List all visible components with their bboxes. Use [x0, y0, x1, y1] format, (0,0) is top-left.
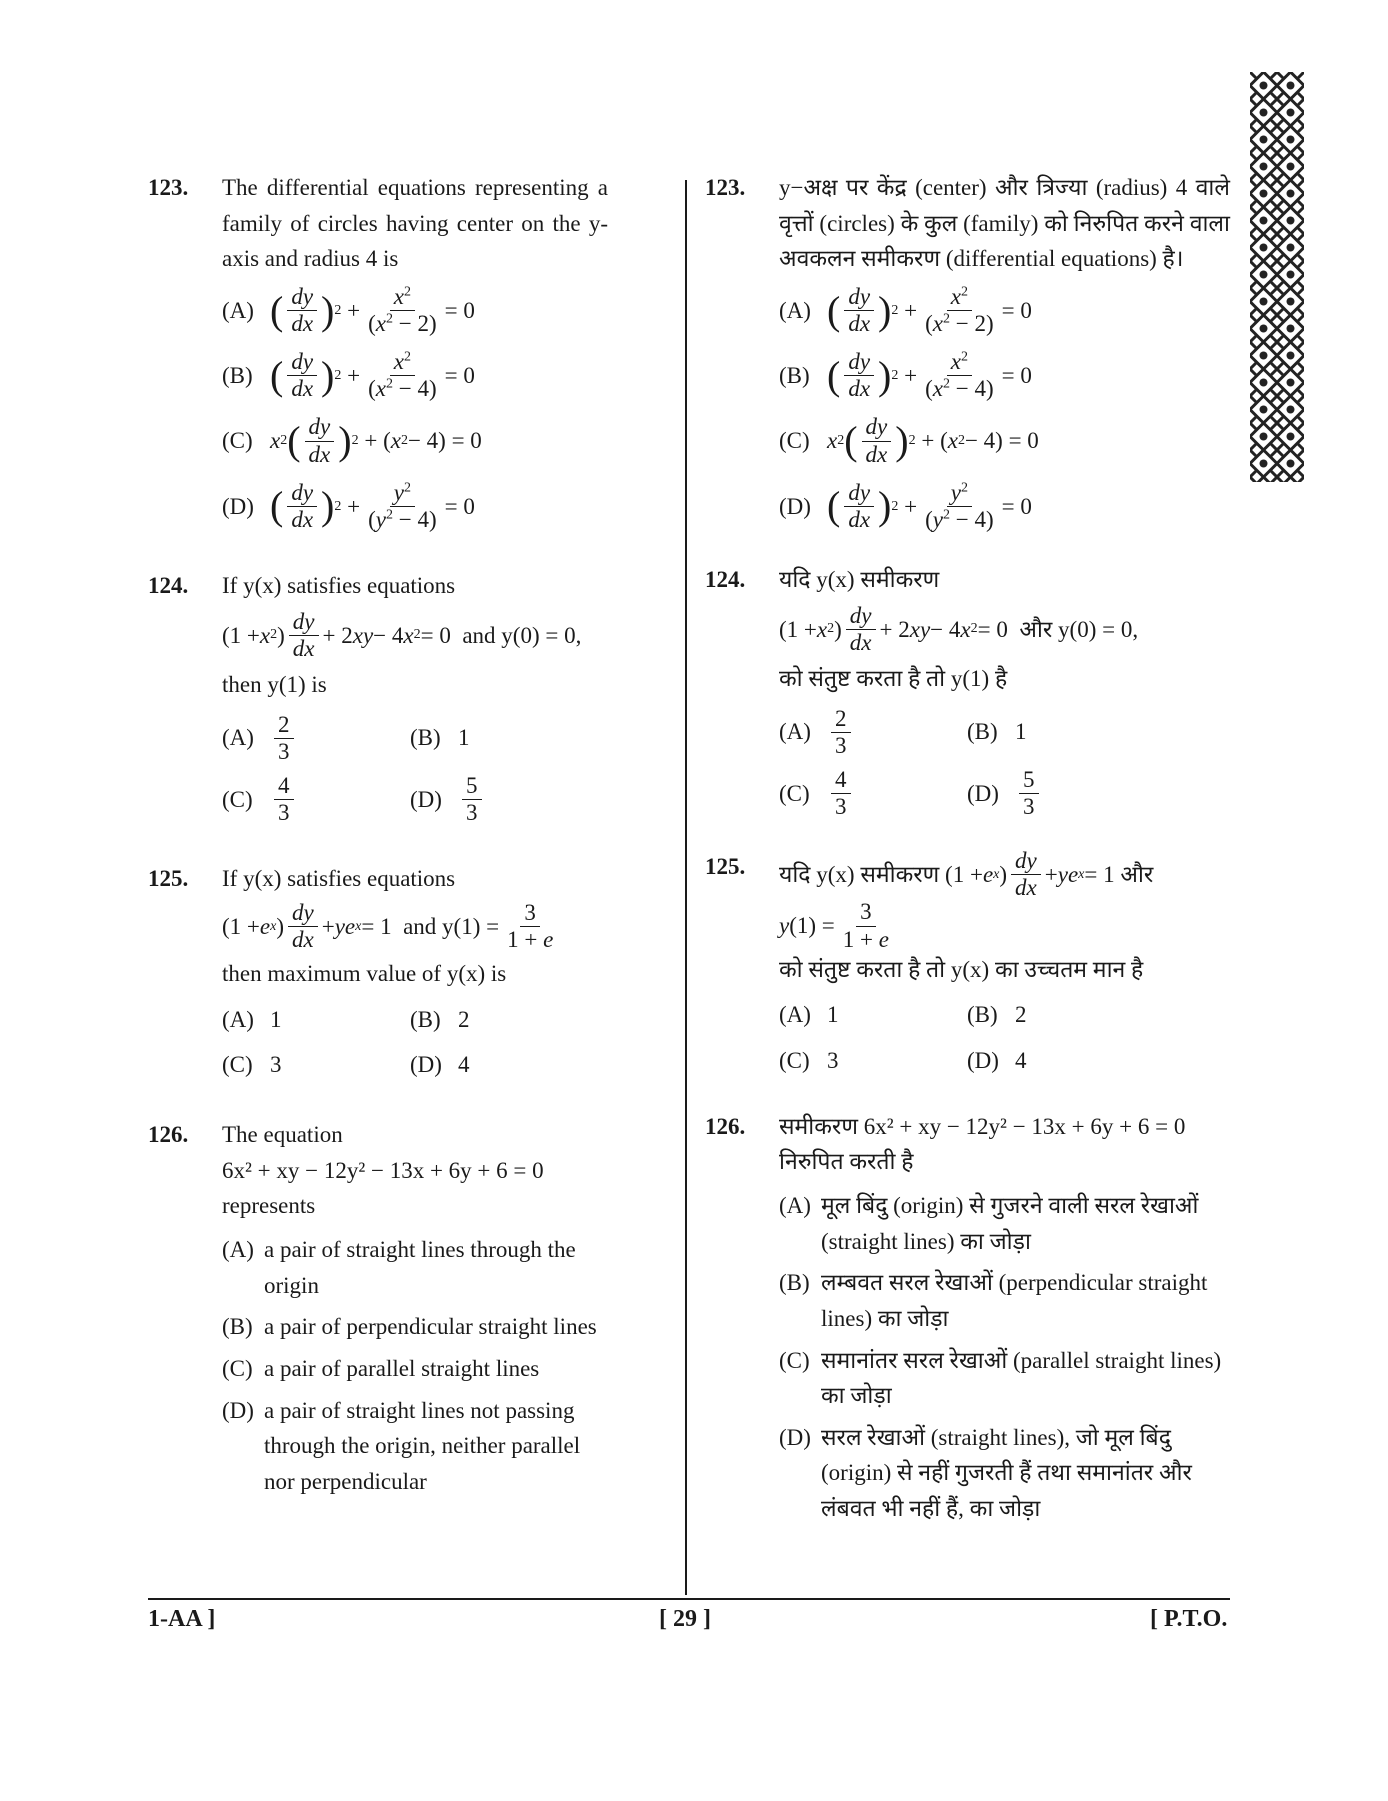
question-equation: (1 + e x ) $\frac{dy}{dx}$ + ye x = 1 and y(1) = $\frac{3}{1 + e}$ [222, 899, 554, 952]
question-condition: and y(0) = 0, [462, 622, 582, 648]
question-condition: और [1120, 861, 1154, 887]
option-value: 3 [270, 1052, 282, 1078]
option-label: (C) [222, 1052, 253, 1078]
option-text: लम्बवत सरल रेखाओं (perpendicular straight lines) का जोड़ा [821, 1270, 1208, 1331]
option-c [222, 1351, 608, 1387]
option-equation: ( $\frac{dy}{dx}$ ) 2 + $\frac{x^2}{(x^2 - 4)}$ = 0 [827, 349, 1032, 402]
question-number: 126. [705, 1113, 746, 1139]
option-b [222, 350, 608, 401]
option-d [222, 1393, 608, 1500]
question-stem: The differential equations representing a family of circles having center on the y-axis and radius 4 is [222, 175, 608, 272]
option-a [222, 285, 608, 336]
question-number: 123. [148, 175, 189, 200]
option-b [222, 1309, 608, 1345]
question-equation: यदि y(x) समीकरण (1 + e x ) $\frac{dy}{dx}$ + ye x = 1 और [779, 848, 1154, 901]
option-label: (C) [779, 1048, 810, 1074]
option-label: (A) [779, 297, 811, 323]
option-value: 4 [458, 1052, 470, 1078]
option-label: (C) [779, 780, 810, 806]
option-label: (D) [967, 780, 999, 806]
option-value: 2 [458, 1006, 470, 1032]
question-stem-end: represents [222, 1193, 316, 1219]
option-value: 2 [1015, 1002, 1027, 1028]
option-text: मूल बिंदु (origin) से गुजरने वाली सरल रेखाओं (straight lines) का जोड़ा [821, 1192, 1199, 1254]
option-d [779, 1420, 1230, 1527]
question-stem: यदि y(x) समीकरण [779, 861, 940, 887]
footer-rule [148, 1598, 1230, 1600]
option-value: $\frac{4}{3}$ [274, 774, 294, 825]
option-label: (D) [967, 1048, 999, 1074]
option-label: (B) [222, 1314, 253, 1340]
option-label: (C) [222, 786, 253, 812]
option-a [779, 1188, 1230, 1259]
question-number: 124. [148, 573, 189, 599]
option-b [967, 997, 1155, 1033]
option-c [222, 1047, 410, 1083]
option-text: a pair of straight lines through the origin [264, 1236, 576, 1298]
option-b [410, 1002, 598, 1038]
question-number: 123. [705, 175, 746, 200]
option-label: (B) [779, 363, 810, 389]
option-equation: ( $\frac{dy}{dx}$ ) 2 + $\frac{y^2}{(y^2 - 4)}$ = 0 [270, 479, 475, 532]
option-a [779, 997, 967, 1033]
option-label: (B) [222, 363, 253, 389]
option-text: सरल रेखाओं (straight lines), जो मूल बिंदु (origin) से नहीं गुजरती हैं तथा समानांतर और लंबवत भी नहीं हैं, का जोड़ा [821, 1424, 1192, 1522]
question-stem-end: को संतुष्ट करता है तो y(x) का उच्चतम मान है [779, 956, 1144, 982]
option-text: a pair of parallel straight lines [264, 1355, 540, 1381]
option-label: (B) [410, 725, 441, 751]
option-label: (A) [222, 1236, 254, 1262]
option-label: (A) [779, 1192, 811, 1218]
option-value: $\frac{2}{3}$ [274, 713, 294, 764]
question-stem-end: then maximum value of y(x) is [222, 961, 507, 987]
option-value: $\frac{2}{3}$ [831, 707, 851, 758]
option-label: (A) [779, 1002, 811, 1028]
question-condition: और y(0) = 0, [1019, 616, 1139, 642]
question-equation [222, 1153, 608, 1224]
option-value: $\frac{4}{3}$ [831, 768, 851, 819]
option-value: 1 [1015, 719, 1027, 745]
question-126-hi [705, 1109, 1230, 1527]
question-number: 125. [705, 854, 746, 880]
question-125-hi [705, 849, 1230, 1078]
question-126-en [148, 1117, 608, 1499]
option-a [779, 285, 1230, 336]
equation-text: 6x² + xy − 12y² − 13x + 6y + 6 = 0 [222, 1157, 544, 1183]
option-text: a pair of straight lines not passing through the origin, neither parallel nor perpendicular [264, 1397, 581, 1494]
question-stem-end: then y(1) is [222, 671, 327, 697]
please-turn-over: [ P.T.O. [1150, 1606, 1228, 1632]
question-stem: समीकरण [779, 1113, 858, 1139]
question-stem: y−अक्ष पर केंद्र (center) और त्रिज्या (radius) 4 वाले वृत्तों (circles) के कुल (family) को निरुपित करने वाला अवकलन समीकरण (differential equations) है। [779, 175, 1230, 272]
option-equation: ( $\frac{dy}{dx}$ ) 2 + $\frac{x^2}{(x^2 - 2)}$ = 0 [827, 283, 1032, 337]
column-divider [685, 180, 687, 1595]
option-label: (C) [779, 428, 810, 454]
booklet-code: 1-AA ] [148, 1606, 216, 1632]
option-label: (A) [222, 297, 254, 323]
option-b [779, 350, 1230, 401]
question-condition-eq: y (1) = $\frac{3}{1 + e}$ [779, 899, 889, 952]
option-a [222, 713, 410, 764]
option-label: (B) [967, 719, 998, 745]
question-number: 124. [705, 567, 746, 593]
option-value: 1 [458, 725, 470, 751]
option-label: (D) [410, 786, 442, 812]
question-stem: The equation [222, 1122, 343, 1148]
question-123-en [148, 170, 608, 532]
question-stem-end: निरुपित करती है [779, 1149, 914, 1175]
option-label: (D) [410, 1052, 442, 1078]
option-text: a pair of perpendicular straight lines [264, 1314, 597, 1340]
option-label: (D) [222, 493, 254, 519]
option-value: 1 [270, 1006, 282, 1032]
option-label: (D) [779, 1424, 811, 1450]
question-stem-end: को संतुष्ट करता है तो y(1) है [779, 665, 1008, 691]
option-label: (C) [222, 428, 253, 454]
option-label: (C) [779, 1347, 810, 1373]
option-c [222, 415, 608, 466]
hindi-column [705, 170, 1230, 1557]
option-d [222, 481, 608, 532]
option-label: (A) [222, 1006, 254, 1032]
option-c [779, 768, 967, 819]
option-c [779, 1343, 1230, 1414]
option-label: (B) [967, 1002, 998, 1028]
option-d [779, 481, 1230, 532]
option-b [410, 713, 598, 764]
question-124-hi [705, 562, 1230, 819]
question-equation [779, 1109, 1230, 1145]
option-label: (A) [779, 719, 811, 745]
question-stem: If y(x) satisfies equations [222, 573, 456, 599]
option-label: (C) [222, 1355, 253, 1381]
page-number: [ 29 ] [659, 1606, 711, 1632]
option-label: (A) [222, 725, 254, 751]
security-pattern-strip [1250, 72, 1304, 482]
option-equation: ( $\frac{dy}{dx}$ ) 2 + $\frac{x^2}{(x^2 - 4)}$ = 0 [270, 349, 475, 402]
option-label: (D) [779, 493, 811, 519]
option-c [779, 415, 1230, 466]
question-equation: (1 + x 2 ) $\frac{dy}{dx}$ + 2 xy − 4 x 2 = 0 and y(0) = 0, [222, 608, 582, 661]
option-d [967, 768, 1155, 819]
question-number: 125. [148, 866, 189, 892]
option-label: (B) [779, 1270, 810, 1296]
option-equation: ( $\frac{dy}{dx}$ ) 2 + $\frac{y^2}{(y^2 - 4)}$ = 0 [827, 479, 1032, 532]
option-d [410, 1047, 598, 1083]
question-stem: If y(x) satisfies equations [222, 866, 456, 892]
option-label: (D) [222, 1397, 254, 1423]
option-value: 4 [1015, 1048, 1027, 1074]
option-d [410, 774, 598, 825]
question-number: 126. [148, 1122, 189, 1148]
english-column [148, 170, 608, 1529]
question-stem: यदि y(x) समीकरण [779, 567, 940, 593]
option-a [222, 1232, 608, 1303]
equation-text: 6x² + xy − 12y² − 13x + 6y + 6 = 0 [863, 1113, 1186, 1139]
option-c [779, 1043, 967, 1079]
option-value: 3 [827, 1048, 839, 1074]
question-123-hi [705, 170, 1230, 532]
question-125-en [148, 861, 608, 1083]
option-text: समानांतर सरल रेखाओं (parallel straight lines) का जोड़ा [821, 1347, 1222, 1409]
option-b [779, 1265, 1230, 1336]
option-c [222, 774, 410, 825]
question-124-en [148, 568, 608, 825]
option-d [967, 1043, 1155, 1079]
option-a [222, 1002, 410, 1038]
question-equation: (1 + x 2 ) $\frac{dy}{dx}$ + 2 xy − 4 x 2 = 0 और y(0) = 0, [779, 602, 1139, 655]
option-label: (B) [410, 1006, 441, 1032]
option-equation: x 2 ( $\frac{dy}{dx}$ ) 2 + ( x 2 − 4) = 0 [270, 414, 482, 467]
option-value: $\frac{5}{3}$ [462, 774, 482, 825]
option-equation: x 2 ( $\frac{dy}{dx}$ ) 2 + ( x 2 − 4) = 0 [827, 414, 1039, 467]
option-value: $\frac{5}{3}$ [1019, 768, 1039, 819]
option-b [967, 707, 1155, 758]
option-value: 1 [827, 1002, 839, 1028]
question-condition: and y(1) = [403, 913, 500, 939]
option-equation: ( $\frac{dy}{dx}$ ) 2 + $\frac{x^2}{(x^2 - 2)}$ = 0 [270, 283, 475, 337]
option-a [779, 707, 967, 758]
